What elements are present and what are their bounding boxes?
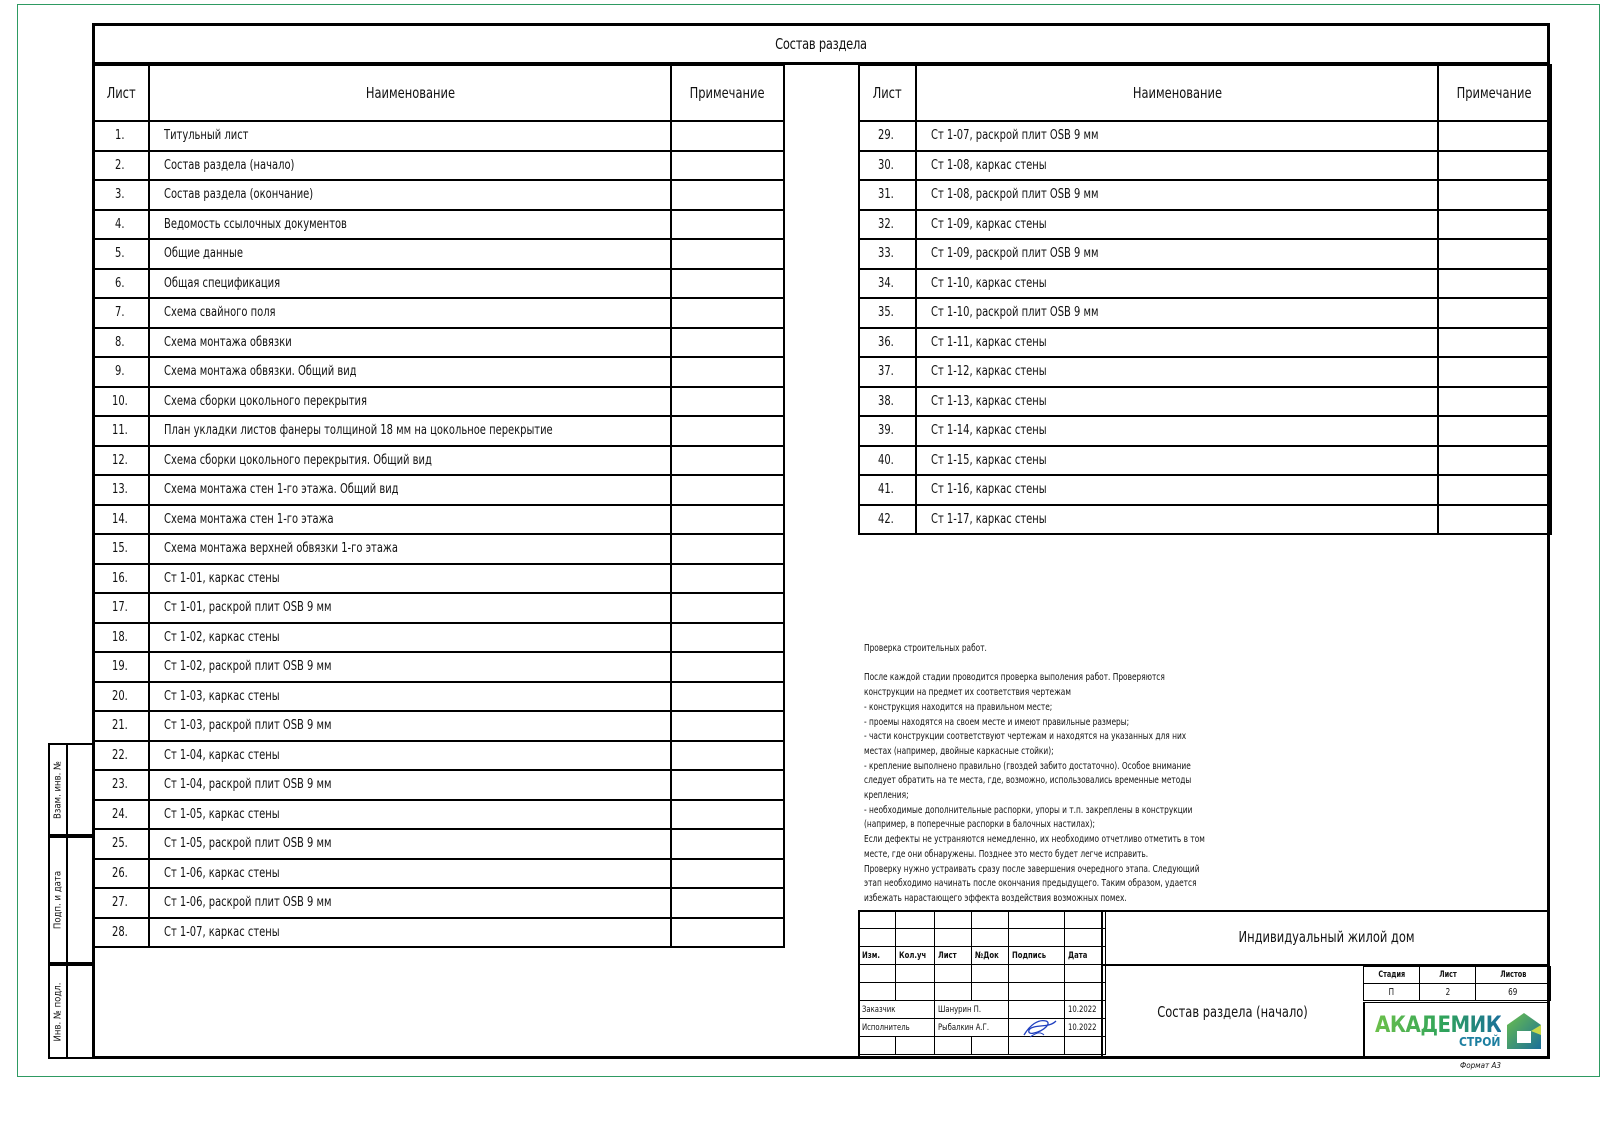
- header-note: Примечание: [671, 65, 784, 121]
- sheet-note: [671, 711, 784, 741]
- stage-value: П: [1364, 984, 1420, 1001]
- table-row: [93, 121, 784, 151]
- note-line: - части конструкции соответствуют чертежам и находятся на указанных для них: [864, 731, 1187, 743]
- sheet-number: 22.: [93, 741, 149, 771]
- note-line: - необходимые дополнительные распорки, упоры и т.п. закреплены в конструкции: [864, 804, 1193, 816]
- header-name: Наименование: [149, 65, 671, 121]
- sheet-note: [1438, 121, 1551, 151]
- role-row-customer: [859, 1001, 1106, 1019]
- sheet-title: Ст 1-08, каркас стены: [916, 151, 1438, 181]
- sheet-note: [671, 829, 784, 859]
- role-person: Рыбалкин А.Г.: [935, 1019, 1009, 1037]
- sheet-number: 34.: [859, 269, 916, 299]
- construction-notes: [864, 642, 1304, 907]
- sheet-title: Ст 1-09, раскрой плит OSB 9 мм: [916, 239, 1438, 269]
- table-header-row: [859, 65, 1551, 121]
- sheet-number: 4.: [93, 210, 149, 240]
- sheet-name: Состав раздела (начало): [1101, 966, 1363, 1058]
- sheet-title: Схема сборки цокольного перекрытия: [149, 387, 671, 417]
- sheet-number: 42.: [859, 505, 916, 535]
- sheet-note: [671, 800, 784, 830]
- sheet-note: [671, 328, 784, 358]
- sheet-note: [671, 357, 784, 387]
- note-line: - проемы находятся на своем месте и имеют правильные размеры;: [864, 716, 1130, 728]
- sheet-note: [1438, 357, 1551, 387]
- sheet-number: 10.: [93, 387, 149, 417]
- sheet-number: 26.: [93, 859, 149, 889]
- note-line: - конструкция находится на правильном месте;: [864, 701, 1053, 713]
- sheet-title: Схема свайного поля: [149, 298, 671, 328]
- table-row: [93, 210, 784, 240]
- sheet-number: 24.: [93, 800, 149, 830]
- sheet-note: [671, 446, 784, 476]
- sheet-number: 9.: [93, 357, 149, 387]
- sheet-note: [1438, 180, 1551, 210]
- table-row: [93, 416, 784, 446]
- sheet-note: [1438, 298, 1551, 328]
- header-sheet: Лист: [935, 947, 972, 965]
- sheet-title: Ст 1-05, каркас стены: [149, 800, 671, 830]
- house-logo-icon: [1505, 1011, 1543, 1051]
- sheet-note: [671, 534, 784, 564]
- sheet-title: Ст 1-03, каркас стены: [149, 682, 671, 712]
- table-row: [93, 652, 784, 682]
- sheet-title: Ст 1-13, каркас стены: [916, 387, 1438, 417]
- sheet-note: [671, 151, 784, 181]
- sheet-note: [671, 682, 784, 712]
- note-line: избежать нарастающего эффекта воздействия возможных помех.: [864, 892, 1127, 904]
- sheet-number: 8.: [93, 328, 149, 358]
- sheet-title: Ст 1-08, раскрой плит OSB 9 мм: [916, 180, 1438, 210]
- sheets-total-header: Листов: [1476, 967, 1551, 984]
- side-stamp-label: Подп. и дата: [52, 870, 64, 930]
- table-row: [859, 298, 1551, 328]
- note-line: местах (например, двойные каркасные стойки);: [864, 745, 1054, 757]
- role-label: Заказчик: [859, 1001, 935, 1019]
- table-row: [93, 446, 784, 476]
- sheet-number: 23.: [93, 770, 149, 800]
- sheet-title: Схема сборки цокольного перекрытия. Общий вид: [149, 446, 671, 476]
- sheet-number: 37.: [859, 357, 916, 387]
- table-row: [859, 151, 1551, 181]
- sheet-note: [1438, 416, 1551, 446]
- sheet-number: 2.: [93, 151, 149, 181]
- table-row: [93, 505, 784, 535]
- sheet-title: Ст 1-16, каркас стены: [916, 475, 1438, 505]
- company-logo: [1363, 1002, 1550, 1058]
- sheet-header: Лист: [1420, 967, 1476, 984]
- table-row: [859, 475, 1551, 505]
- table-row: [93, 475, 784, 505]
- sheet-note: [671, 210, 784, 240]
- table-row: [859, 446, 1551, 476]
- table-row: [93, 800, 784, 830]
- sheet-title: Ст 1-06, раскрой плит OSB 9 мм: [149, 888, 671, 918]
- sheet-number: 31.: [859, 180, 916, 210]
- table-row: [859, 269, 1551, 299]
- note-line: (например, в поперечные распорки в балочных настилах);: [864, 819, 1095, 831]
- table-row: [93, 623, 784, 653]
- format-label: Формат А3: [1460, 1061, 1501, 1070]
- sheet-number: 40.: [859, 446, 916, 476]
- table-row: [93, 741, 784, 771]
- sheet-title: Схема монтажа обвязки. Общий вид: [149, 357, 671, 387]
- sheet-number: 11.: [93, 416, 149, 446]
- sheet-number: 18.: [93, 623, 149, 653]
- sheet-title: Ст 1-14, каркас стены: [916, 416, 1438, 446]
- sheet-number: 15.: [93, 534, 149, 564]
- sheet-number: 39.: [859, 416, 916, 446]
- sheet-title: Ст 1-02, раскрой плит OSB 9 мм: [149, 652, 671, 682]
- sheet-note: [1438, 328, 1551, 358]
- sheet-title: Схема монтажа обвязки: [149, 328, 671, 358]
- stage-table: [1363, 966, 1551, 1001]
- sheet-note: [671, 770, 784, 800]
- side-stamp-replacement-inv: [48, 743, 92, 836]
- title-block-revisions: [858, 910, 1106, 1055]
- role-date: 10.2022: [1065, 1001, 1105, 1019]
- table-row: [93, 888, 784, 918]
- note-line: конструкции на предмет их соответствия чертежам: [864, 687, 1071, 699]
- table-row: [859, 210, 1551, 240]
- table-row: [93, 829, 784, 859]
- sheet-title: Ведомость ссылочных документов: [149, 210, 671, 240]
- header-doc-no: №Док: [972, 947, 1009, 965]
- sheet-note: [671, 387, 784, 417]
- sheet-title: Общая спецификация: [149, 269, 671, 299]
- note-line: Если дефекты не устраняются немедленно, их необходимо отчетливо отметить в том: [864, 834, 1205, 846]
- page-title: Состав раздела: [775, 35, 867, 53]
- sheet-number: 38.: [859, 387, 916, 417]
- table-row: [93, 298, 784, 328]
- sheet-note: [671, 593, 784, 623]
- table-row: [93, 387, 784, 417]
- sheet-number: 13.: [93, 475, 149, 505]
- sheet-note: [671, 475, 784, 505]
- sheet-note: [671, 888, 784, 918]
- table-row: [93, 859, 784, 889]
- table-row: [859, 121, 1551, 151]
- sheet-title: Ст 1-05, раскрой плит OSB 9 мм: [149, 829, 671, 859]
- note-line: Проверку нужно устраивать сразу после завершения очередного этапа. Следующий: [864, 863, 1200, 875]
- side-stamp-label: Инв. № подл.: [52, 982, 64, 1041]
- note-line: крепления;: [864, 790, 909, 802]
- sheet-number: 14.: [93, 505, 149, 535]
- table-row: [859, 357, 1551, 387]
- sheet-note: [671, 652, 784, 682]
- sheet-note: [1438, 210, 1551, 240]
- sheet-number: 33.: [859, 239, 916, 269]
- sheet-title: Ст 1-07, раскрой плит OSB 9 мм: [916, 121, 1438, 151]
- sheet-title: Ст 1-03, раскрой плит OSB 9 мм: [149, 711, 671, 741]
- table-row: [859, 505, 1551, 535]
- sheet-number: 27.: [93, 888, 149, 918]
- sheet-note: [671, 416, 784, 446]
- table-row: [93, 534, 784, 564]
- sheet-note: [671, 239, 784, 269]
- sheet-number: 6.: [93, 269, 149, 299]
- table-row: [859, 387, 1551, 417]
- sheet-title: Состав раздела (начало): [149, 151, 671, 181]
- sheet-title: Ст 1-01, раскрой плит OSB 9 мм: [149, 593, 671, 623]
- table-row: [93, 180, 784, 210]
- sheet-number: 16.: [93, 564, 149, 594]
- sheet-title: Ст 1-17, каркас стены: [916, 505, 1438, 535]
- table-row: [859, 328, 1551, 358]
- sheet-title: Схема монтажа верхней обвязки 1-го этажа: [149, 534, 671, 564]
- role-label: Исполнитель: [859, 1019, 935, 1037]
- role-row-executor: [859, 1019, 1106, 1037]
- table-row: [93, 564, 784, 594]
- sheet-number: 36.: [859, 328, 916, 358]
- sheet-note: [671, 623, 784, 653]
- sheet-value: 2: [1420, 984, 1476, 1001]
- stage-header: Стадия: [1364, 967, 1420, 984]
- sheet-title: Ст 1-02, каркас стены: [149, 623, 671, 653]
- sheet-title: Ст 1-10, каркас стены: [916, 269, 1438, 299]
- side-stamp-signature-date: [48, 836, 92, 964]
- sheet-number: 7.: [93, 298, 149, 328]
- sheet-title: Ст 1-01, каркас стены: [149, 564, 671, 594]
- header-signature: Подпись: [1009, 947, 1065, 965]
- table-row: [859, 416, 1551, 446]
- table-row: [859, 180, 1551, 210]
- sheet-title: Состав раздела (окончание): [149, 180, 671, 210]
- sheet-number: 12.: [93, 446, 149, 476]
- sheet-note: [1438, 505, 1551, 535]
- sheet-title: Ст 1-12, каркас стены: [916, 357, 1438, 387]
- side-stamp-label: Взам. инв. №: [52, 760, 64, 819]
- sheet-title: Ст 1-04, раскрой плит OSB 9 мм: [149, 770, 671, 800]
- sheet-note: [1438, 446, 1551, 476]
- header-name: Наименование: [916, 65, 1438, 121]
- sheet-number: 1.: [93, 121, 149, 151]
- sheet-note: [671, 121, 784, 151]
- sheet-number: 30.: [859, 151, 916, 181]
- logo-sub-text: СТРОЙ: [1459, 1035, 1501, 1049]
- sheet-number: 3.: [93, 180, 149, 210]
- role-date: 10.2022: [1065, 1019, 1105, 1037]
- table-row: [93, 269, 784, 299]
- sheet-number: 25.: [93, 829, 149, 859]
- sheet-note: [1438, 475, 1551, 505]
- sheet-note: [671, 180, 784, 210]
- sheet-number: 19.: [93, 652, 149, 682]
- sheet-note: [671, 859, 784, 889]
- table-row: [93, 770, 784, 800]
- sheet-note: [1438, 239, 1551, 269]
- sheet-title: Титульный лист: [149, 121, 671, 151]
- signature-icon: [1020, 1015, 1058, 1039]
- sheet-number: 20.: [93, 682, 149, 712]
- header-qty: Кол.уч: [896, 947, 935, 965]
- sheet-number: 17.: [93, 593, 149, 623]
- sheet-title: Ст 1-06, каркас стены: [149, 859, 671, 889]
- note-line: Проверка строительных работ.: [864, 643, 987, 654]
- sheet-note: [671, 918, 784, 948]
- sheet-number: 32.: [859, 210, 916, 240]
- sheet-number: 21.: [93, 711, 149, 741]
- header-change: Изм.: [859, 947, 896, 965]
- table-row: [859, 239, 1551, 269]
- revision-header-row: [859, 947, 1106, 965]
- header-date: Дата: [1065, 947, 1105, 965]
- sheet-note: [671, 298, 784, 328]
- sheet-number: 35.: [859, 298, 916, 328]
- sheet-number: 29.: [859, 121, 916, 151]
- sheet-note: [1438, 269, 1551, 299]
- table-row: [93, 328, 784, 358]
- sheet-note: [1438, 387, 1551, 417]
- sheet-note: [671, 505, 784, 535]
- sheet-note: [1438, 151, 1551, 181]
- note-line: следует обратить на те места, где, возможно, использовались временные методы: [864, 775, 1192, 787]
- logo-main-text: АКАДЕМИК: [1375, 1013, 1502, 1038]
- sheet-title: Схема монтажа стен 1-го этажа. Общий вид: [149, 475, 671, 505]
- table-row: [93, 357, 784, 387]
- header-sheet: Лист: [93, 65, 149, 121]
- sheet-title: Ст 1-15, каркас стены: [916, 446, 1438, 476]
- contents-table-left: [92, 64, 785, 948]
- sheet-number: 41.: [859, 475, 916, 505]
- note-line: - крепление выполнено правильно (гвоздей забито достаточно). Особое внимание: [864, 760, 1191, 772]
- sheet-title: Общие данные: [149, 239, 671, 269]
- header-note: Примечание: [1438, 65, 1551, 121]
- sheet-title: Ст 1-09, каркас стены: [916, 210, 1438, 240]
- table-row: [93, 711, 784, 741]
- sheet-note: [671, 741, 784, 771]
- table-row: [93, 918, 784, 948]
- table-row: [93, 151, 784, 181]
- side-stamp-original-inv: [48, 964, 92, 1059]
- table-row: [93, 593, 784, 623]
- note-line: этап необходимо начинать после окончания предыдущего. Таким образом, удается: [864, 878, 1197, 890]
- sheets-total-value: 69: [1476, 984, 1551, 1001]
- sheet-title: Ст 1-04, каркас стены: [149, 741, 671, 771]
- note-line: После каждой стадии проводится проверка выполения работ. Проверяются: [864, 672, 1165, 684]
- table-row: [93, 682, 784, 712]
- sheet-title: План укладки листов фанеры толщиной 18 мм на цокольное перекрытие: [149, 416, 671, 446]
- note-line: [864, 657, 1242, 672]
- role-person: Шанурин П.: [935, 1001, 1009, 1019]
- note-line: месте, где они обнаружены. Позднее это место будет легче исправить.: [864, 848, 1149, 860]
- table-header-row: [93, 65, 784, 121]
- sheet-number: 5.: [93, 239, 149, 269]
- project-name: Индивидуальный жилой дом: [1101, 910, 1550, 966]
- sheet-title: Схема монтажа стен 1-го этажа: [149, 505, 671, 535]
- table-row: [93, 239, 784, 269]
- sheet-number: 28.: [93, 918, 149, 948]
- contents-table-right: [858, 64, 1552, 535]
- sheet-title: Ст 1-10, раскрой плит OSB 9 мм: [916, 298, 1438, 328]
- sheet-note: [671, 269, 784, 299]
- sheet-title: Ст 1-07, каркас стены: [149, 918, 671, 948]
- sheet-note: [671, 564, 784, 594]
- sheet-title: Ст 1-11, каркас стены: [916, 328, 1438, 358]
- header-sheet: Лист: [859, 65, 916, 121]
